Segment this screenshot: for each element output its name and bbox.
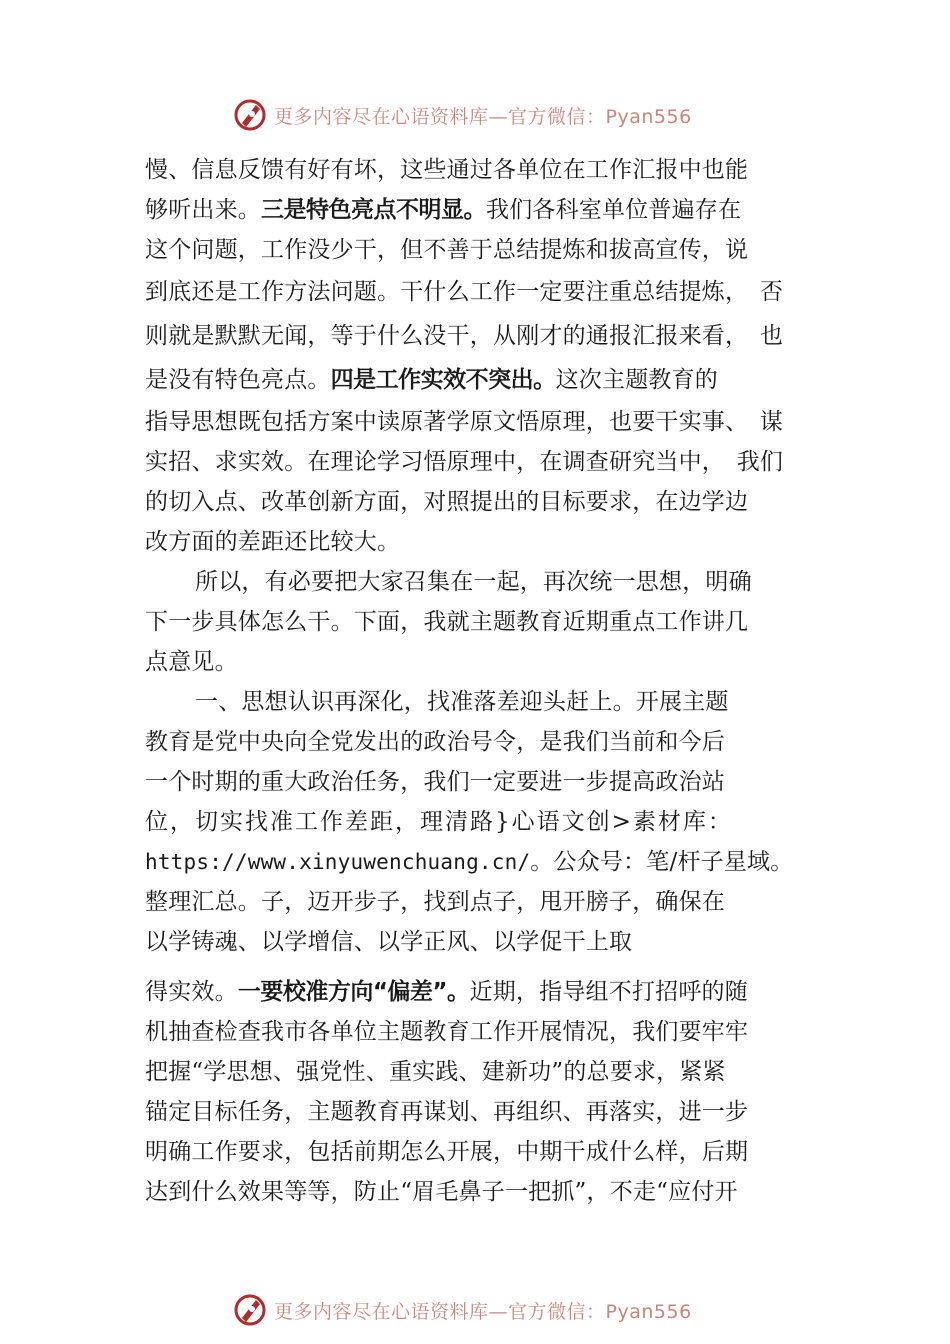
text-line: 下一步具体怎么干。下面，我就主题教育近期重点工作讲几 bbox=[145, 609, 749, 635]
text-line: 位，切实找准工作差距，理清路}心语文创>素材库： bbox=[145, 809, 733, 835]
text-line: https://www.xinyuwenchuang.cn/。公众号：笔/杆子星域。 bbox=[145, 849, 794, 875]
text-line: 锚定目标任务，主题教育再谋划、再组织、再落实，进一步 bbox=[145, 1099, 749, 1125]
text-line: 实招、求实效。在理论学习悟原理中，在调查研究当中， 我们 bbox=[145, 449, 784, 475]
text-line: 到底还是工作方法问题。干什么工作一定要注重总结提炼， 否 bbox=[145, 279, 784, 305]
bold-heading: 一要校准方向“偏差”。 bbox=[237, 979, 470, 1005]
footer-banner bbox=[232, 1290, 732, 1330]
text-line: 整理汇总。子，迈开步子，找到点子，甩开膀子，确保在 bbox=[145, 889, 725, 915]
text-line: 得实效。一要校准方向“偏差”。近期，指导组不打招呼的随 bbox=[145, 979, 748, 1005]
text-line: 达到什么效果等等，防止“眉毛鼻子一把抓”，不走“应付开 bbox=[145, 1179, 738, 1205]
pen-logo-icon bbox=[232, 1292, 268, 1328]
text-line: 则就是默默无闻，等于什么没干，从刚才的通报汇报来看， 也 bbox=[145, 323, 784, 349]
text-line: 指导思想既包括方案中读原著学原文悟原理，也要干实事、 谋 bbox=[145, 409, 784, 435]
banner-text: 更多内容尽在心语资料库—官方微信：Pyan556 bbox=[274, 1300, 692, 1323]
bold-heading: 三是特色亮点不明显。 bbox=[261, 197, 486, 223]
text-line: 教育是党中央向全党发出的政治号令，是我们当前和今后 bbox=[145, 729, 725, 755]
text-line: 的切入点、改革创新方面，对照提出的目标要求，在边学边 bbox=[145, 489, 749, 515]
header-banner bbox=[232, 95, 732, 135]
text-line: 所以，有必要把大家召集在一起，再次统一思想，明确 bbox=[195, 569, 752, 595]
document-body bbox=[145, 150, 825, 1212]
url-text: https://www.xinyuwenchuang.cn/ bbox=[145, 850, 531, 874]
text-line: 够听出来。三是特色亮点不明显。我们各科室单位普遍存在 bbox=[145, 197, 742, 223]
bold-heading: 四是工作实效不突出。 bbox=[330, 367, 556, 393]
text-line: 改方面的差距还比较大。 bbox=[145, 529, 401, 555]
text-line: 这个问题，工作没少干，但不善于总结提炼和拔高宣传，说 bbox=[145, 237, 749, 263]
text-line: 以学铸魂、以学增信、以学正风、以学促干上取 bbox=[145, 929, 633, 955]
text-line: 是没有特色亮点。四是工作实效不突出。这次主题教育的 bbox=[145, 367, 719, 393]
text-line: 把握“学思想、强党性、重实践、建新功”的总要求，紧紧 bbox=[145, 1059, 726, 1085]
pen-logo-icon bbox=[232, 97, 268, 133]
text-line: 慢、信息反馈有好有坏，这些通过各单位在工作汇报中也能 bbox=[145, 157, 749, 183]
text-line: 一、思想认识再深化，找准落差迎头赶上。开展主题 bbox=[195, 689, 729, 715]
text-line: 机抽查检查我市各单位主题教育工作开展情况，我们要牢牢 bbox=[145, 1019, 749, 1045]
text-line: 点意见。 bbox=[145, 649, 238, 675]
text-line: 一个时期的重大政治任务，我们一定要进一步提高政治站 bbox=[145, 769, 725, 795]
text-line: 明确工作要求，包括前期怎么开展，中期干成什么样，后期 bbox=[145, 1139, 749, 1165]
banner-text: 更多内容尽在心语资料库—官方微信：Pyan556 bbox=[274, 105, 692, 128]
